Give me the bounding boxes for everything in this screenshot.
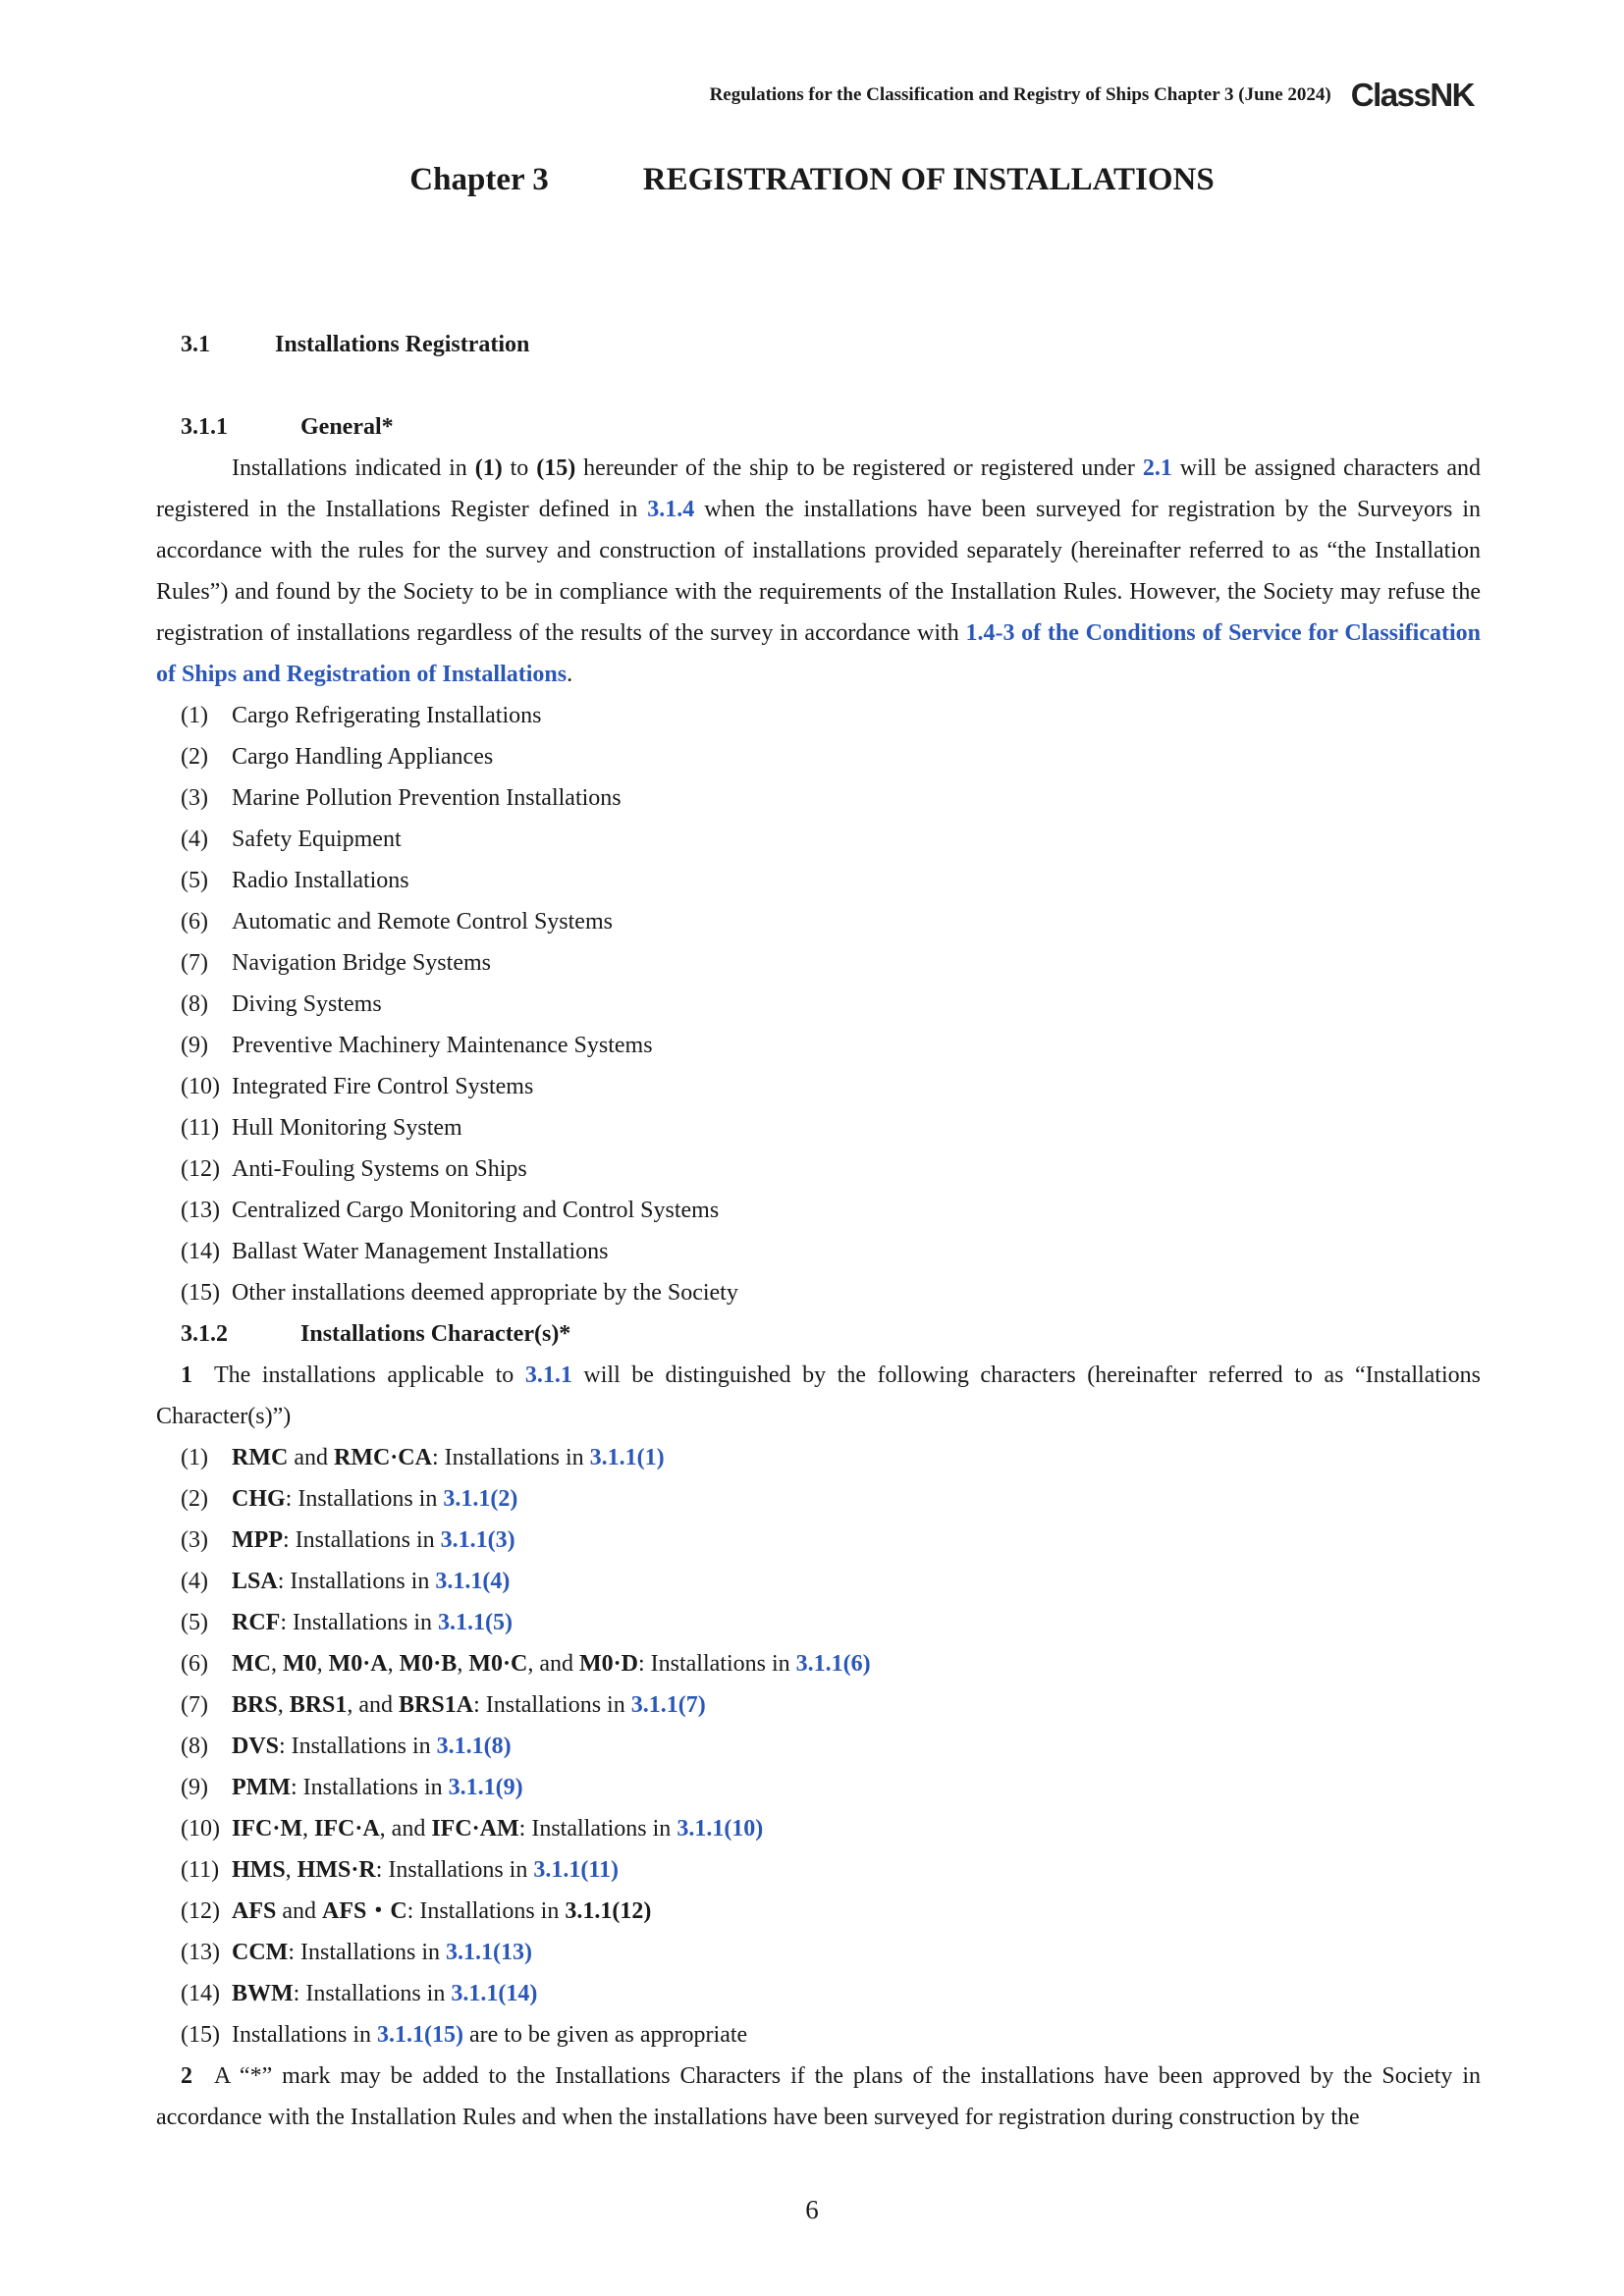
- installations-list: [156, 695, 1481, 1313]
- ref-link[interactable]: 3.1.1(2): [443, 1486, 518, 1512]
- ref-link-3-1-4[interactable]: 3.1.4: [647, 497, 695, 522]
- list-item: (14) BWM: Installations in 3.1.1(14): [181, 1981, 538, 2006]
- ref-link[interactable]: 3.1.1(7): [630, 1692, 706, 1718]
- page-number: 6: [805, 2195, 819, 2224]
- ref-link[interactable]: 3.1.1(14): [451, 1981, 538, 2006]
- list-item: (13) Centralized Cargo Monitoring and Control Systems: [181, 1198, 720, 1223]
- ref-link-3-1-1[interactable]: 3.1.1: [524, 1362, 572, 1388]
- ref-link-conditions-of-service[interactable]: 1.4-3 of the Conditions of Service for Classification of Ships and Registration of Installations: [156, 620, 1482, 687]
- list-item: (5) RCF: Installations in 3.1.1(5): [181, 1610, 513, 1635]
- list-item: (4) Safety Equipment: [181, 827, 402, 852]
- subsection-title: General*: [300, 414, 394, 440]
- ref-link-2-1[interactable]: 2.1: [1142, 455, 1172, 481]
- list-item: (11) HMS, HMS·R: Installations in 3.1.1(11): [181, 1857, 620, 1883]
- subsection-heading-3-1-2: [181, 1313, 1481, 1355]
- chapter-title: REGISTRATION OF INSTALLATIONS: [642, 162, 1215, 197]
- list-item: (7) Navigation Bridge Systems: [181, 950, 491, 976]
- list-item: (13) CCM: Installations in 3.1.1(13): [181, 1940, 532, 1965]
- list-item: (8) DVS: Installations in 3.1.1(8): [181, 1734, 512, 1759]
- ref-link[interactable]: 3.1.1(10): [677, 1816, 764, 1842]
- list-item: (1) Cargo Refrigerating Installations: [181, 703, 542, 728]
- subsection-title: Installations Character(s)*: [300, 1321, 571, 1347]
- list-item: (3) MPP: Installations in 3.1.1(3): [181, 1527, 515, 1553]
- running-header: [0, 77, 1474, 114]
- list-item: (3) Marine Pollution Prevention Installations: [181, 785, 622, 811]
- chapter-heading: [0, 162, 1624, 198]
- section-heading-3-1: [181, 324, 1481, 365]
- running-title: Regulations for the Classification and Registry of Ships Chapter 3 (June 2024): [709, 84, 1331, 105]
- ref-link[interactable]: 3.1.1(8): [436, 1734, 512, 1759]
- list-item: (9) Preventive Machinery Maintenance Systems: [181, 1033, 653, 1058]
- list-item: (7) BRS, BRS1, and BRS1A: Installations in 3.1.1(7): [181, 1692, 706, 1718]
- page-content: [156, 324, 1481, 2138]
- list-item: (9) PMM: Installations in 3.1.1(9): [181, 1775, 523, 1800]
- list-item: (2) Cargo Handling Appliances: [181, 744, 494, 770]
- list-item: (15) Other installations deemed appropriate by the Society: [181, 1280, 738, 1306]
- ref-link[interactable]: 3.1.1(9): [448, 1775, 523, 1800]
- chapter-number: Chapter 3: [409, 162, 549, 197]
- ref-link[interactable]: 3.1.1(5): [437, 1610, 513, 1635]
- list-item: (12) Anti-Fouling Systems on Ships: [181, 1156, 527, 1182]
- ref-link[interactable]: 3.1.1(1): [589, 1445, 665, 1470]
- list-item: (4) LSA: Installations in 3.1.1(4): [181, 1569, 511, 1594]
- list-item: (10) Integrated Fire Control Systems: [181, 1074, 534, 1099]
- characters-list: [156, 1437, 1481, 2056]
- classnk-logo: ClassNK: [1350, 77, 1474, 113]
- ref-link[interactable]: 3.1.1(15): [376, 2022, 463, 2048]
- subsection-number: 3.1.1: [181, 414, 228, 440]
- list-item: (14) Ballast Water Management Installations: [181, 1239, 609, 1264]
- ref-link[interactable]: 3.1.1(11): [533, 1857, 620, 1883]
- list-item: (6) MC, M0, M0·A, M0·B, M0·C, and M0·D: Installations in 3.1.1(6): [181, 1651, 871, 1677]
- list-item: (8) Diving Systems: [181, 991, 382, 1017]
- characters-paragraph-1: 1 The installations applicable to 3.1.1 will be distinguished by the following characters (hereinafter referred to as “Installations Character(s)”): [156, 1362, 1481, 1429]
- list-item: (12) AFS and AFS・C: Installations in 3.1.1(12): [181, 1898, 652, 1924]
- list-item: (10) IFC·M, IFC·A, and IFC·AM: Installations in 3.1.1(10): [181, 1816, 764, 1842]
- list-item: (6) Automatic and Remote Control Systems: [181, 909, 613, 934]
- ref-link[interactable]: 3.1.1(3): [440, 1527, 515, 1553]
- list-item: (11) Hull Monitoring System: [181, 1115, 462, 1141]
- ref-link[interactable]: 3.1.1(6): [795, 1651, 871, 1677]
- plain-ref: 3.1.1(12): [565, 1898, 652, 1924]
- general-paragraph: Installations indicated in (1) to (15) hereunder of the ship to be registered or registered under 2.1 will be assigned characters and registered in the Installations Register defined in 3.1.4 when the installations have been surveyed for registration by the Surveyors in accordance with the rules for the survey and construction of installations provided separately (hereinafter referred to as “the Installation Rules”) and found by the Society to be in compliance with the requirements of the Installation Rules. However, the Society may refuse the registration of installations regardless of the results of the survey in accordance with 1.4-3 of the Conditions of Service for Classification of Ships and Registration of Installations.: [156, 455, 1482, 687]
- section-title: Installations Registration: [275, 332, 530, 357]
- ref-link[interactable]: 3.1.1(13): [445, 1940, 532, 1965]
- list-item: (2) CHG: Installations in 3.1.1(2): [181, 1486, 518, 1512]
- list-item: (5) Radio Installations: [181, 868, 409, 893]
- subsection-number: 3.1.2: [181, 1321, 228, 1347]
- ref-link[interactable]: 3.1.1(4): [435, 1569, 511, 1594]
- list-item: (1) RMC and RMC·CA: Installations in 3.1.1(1): [181, 1445, 665, 1470]
- characters-paragraph-2: 2 A “*” mark may be added to the Installations Characters if the plans of the installations have been approved by the Society in accordance with the Installation Rules and when the installations have been surveyed for registration during construction by the: [156, 2063, 1481, 2130]
- section-number: 3.1: [181, 332, 210, 357]
- subsection-heading-3-1-1: [181, 406, 1481, 448]
- list-item: (15) Installations in 3.1.1(15) are to be given as appropriate: [181, 2022, 748, 2048]
